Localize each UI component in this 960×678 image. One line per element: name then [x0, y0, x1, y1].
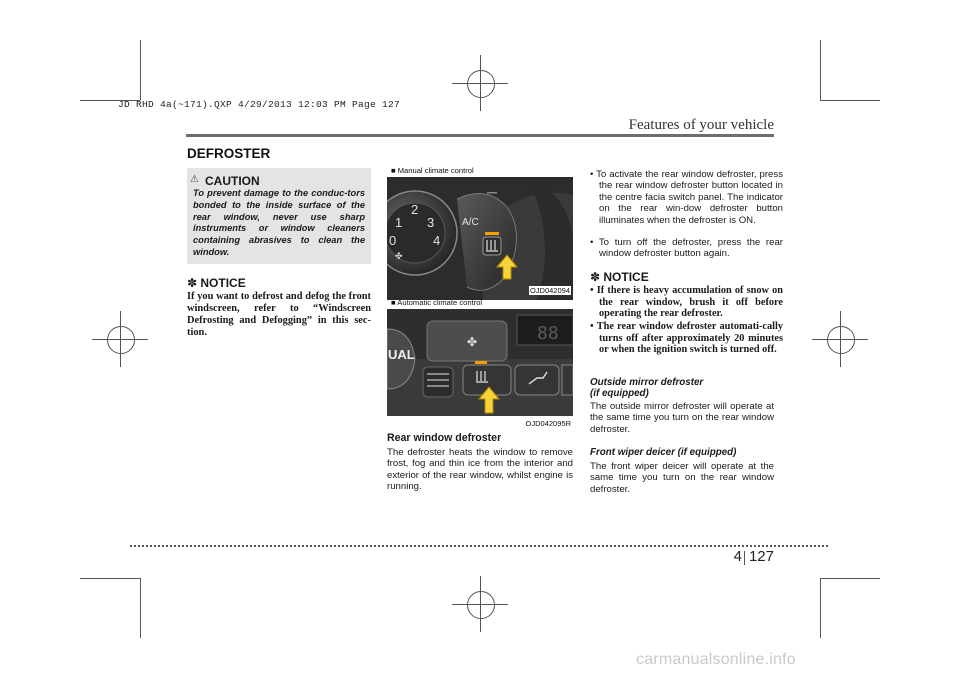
notice-item-text: If there is heavy accumulation of snow on the rear window, brush it off before operating the rear defroster. [596, 285, 783, 320]
registration-mark [467, 70, 495, 98]
caution-text: To prevent damage to the conduc-tors bonded to the inside surface of the rear window, never use sharp instruments or window cleaners containing abrasives to clean the window. [193, 188, 365, 257]
registration-mark [107, 326, 135, 354]
caution-box [187, 168, 371, 264]
crop-mark [140, 578, 141, 638]
dial-number-3: 3 [427, 215, 435, 230]
header-rule [186, 134, 774, 137]
running-head: Features of your vehicle [628, 117, 774, 133]
auto-climate-photo [387, 309, 573, 416]
outside-mirror-heading-line1: Outside mirror defroster [590, 377, 704, 388]
manual-climate-photo [387, 177, 573, 300]
registration-line [840, 311, 841, 367]
registration-line [120, 311, 121, 367]
print-slug: JD RHD 4a(~171).QXP 4/29/2013 12:03 PM Page 127 [118, 99, 401, 110]
figure-code-auto: OJD042095R [525, 419, 571, 428]
display-digits: 88 [537, 323, 559, 344]
caption-auto: ■ Automatic climate control [391, 298, 483, 307]
bullet-text: To activate the rear window defroster, press the rear window defroster button located in the centre facia switch panel. The indicator on the rear win-dow defroster button illuminates when the defroster is ON. [596, 169, 783, 226]
registration-mark [827, 326, 855, 354]
front-wiper-heading: Front wiper deicer (if equipped) [590, 447, 737, 458]
dual-button-label: UAL [388, 347, 415, 362]
page-number [734, 548, 774, 565]
outside-mirror-text: The outside mirror defroster will operate at the same time you turn on the rear window defroster. [590, 401, 774, 435]
dial-number-0: 0 [389, 233, 397, 248]
fan-icon: ✤ [467, 335, 478, 349]
crop-mark [80, 578, 140, 579]
crop-mark [140, 40, 141, 100]
registration-line [480, 55, 481, 111]
defroster-indicator [475, 361, 487, 364]
caution-title: CAUTION [205, 174, 260, 188]
notice-item: • The rear window defroster automati-cally turns off after approximately 20 minutes or when the ignition switch is turned off. [590, 321, 783, 356]
figure-panel [387, 166, 573, 428]
dial-number-4: 4 [433, 233, 441, 248]
rear-defroster-heading: Rear window defroster [387, 432, 502, 444]
dial-number-1: 1 [395, 215, 403, 230]
crop-mark [820, 40, 821, 100]
notice-heading-left: ✽ NOTICE [187, 276, 246, 290]
footer-dotted-rule [130, 545, 828, 547]
notice-item: • If there is heavy accumulation of snow on the rear window, brush it off before operating the rear defroster. [590, 285, 783, 320]
caution-heading [190, 174, 260, 188]
outside-mirror-heading-line2: (if equipped) [590, 388, 649, 400]
ac-button-label: A/C [462, 217, 479, 228]
manual-climate-illustration [387, 177, 573, 300]
fan-icon: ✤ [395, 252, 403, 262]
chapter-number: 4 [733, 548, 742, 565]
bullet-item: • To activate the rear window defroster, press the rear window defroster button located in the centre facia switch panel. The indicator on the rear win-dow defroster button illuminates when the defroster is ON. [590, 169, 783, 226]
page-number-value: 127 [748, 548, 774, 565]
bullet-item: • To turn off the defroster, press the rear window defroster button again. [590, 237, 783, 260]
page-number-divider [744, 551, 745, 565]
caption-manual: ■ Manual climate control [391, 166, 474, 175]
registration-mark [467, 591, 495, 619]
rear-defroster-text: The defroster heats the window to remove frost, fog and thin ice from the interior and exterior of the rear window, whilst engine is running. [387, 447, 573, 493]
notice-item-text: The rear window defroster automati-cally turns off after approximately 20 minutes or when the ignition switch is turned off. [596, 321, 783, 356]
section-title: DEFROSTER [187, 146, 271, 161]
defroster-indicator [485, 232, 499, 235]
auto-climate-illustration [387, 309, 573, 416]
notice-heading-right: ✽ NOTICE [590, 270, 649, 284]
bullet-text: To turn off the defroster, press the rear window defroster button again. [598, 237, 783, 260]
crop-mark [820, 578, 821, 638]
warning-triangle-icon: ⚠ [190, 174, 199, 185]
figure-code-manual: OJD042094 [529, 286, 570, 295]
front-wiper-text: The front wiper deicer will operate at the same time you turn on the rear window defroster. [590, 461, 774, 495]
outside-mirror-heading [590, 377, 703, 400]
dial-number-2: 2 [411, 202, 419, 217]
crop-mark [820, 578, 880, 579]
notice-text-left: If you want to defrost and defog the front windscreen, refer to “Windscreen Defrosting and Defogging” in this sec-tion. [187, 291, 371, 338]
registration-line [480, 576, 481, 632]
watermark: carmanualsonline.info [636, 651, 796, 668]
crop-mark [820, 100, 880, 101]
